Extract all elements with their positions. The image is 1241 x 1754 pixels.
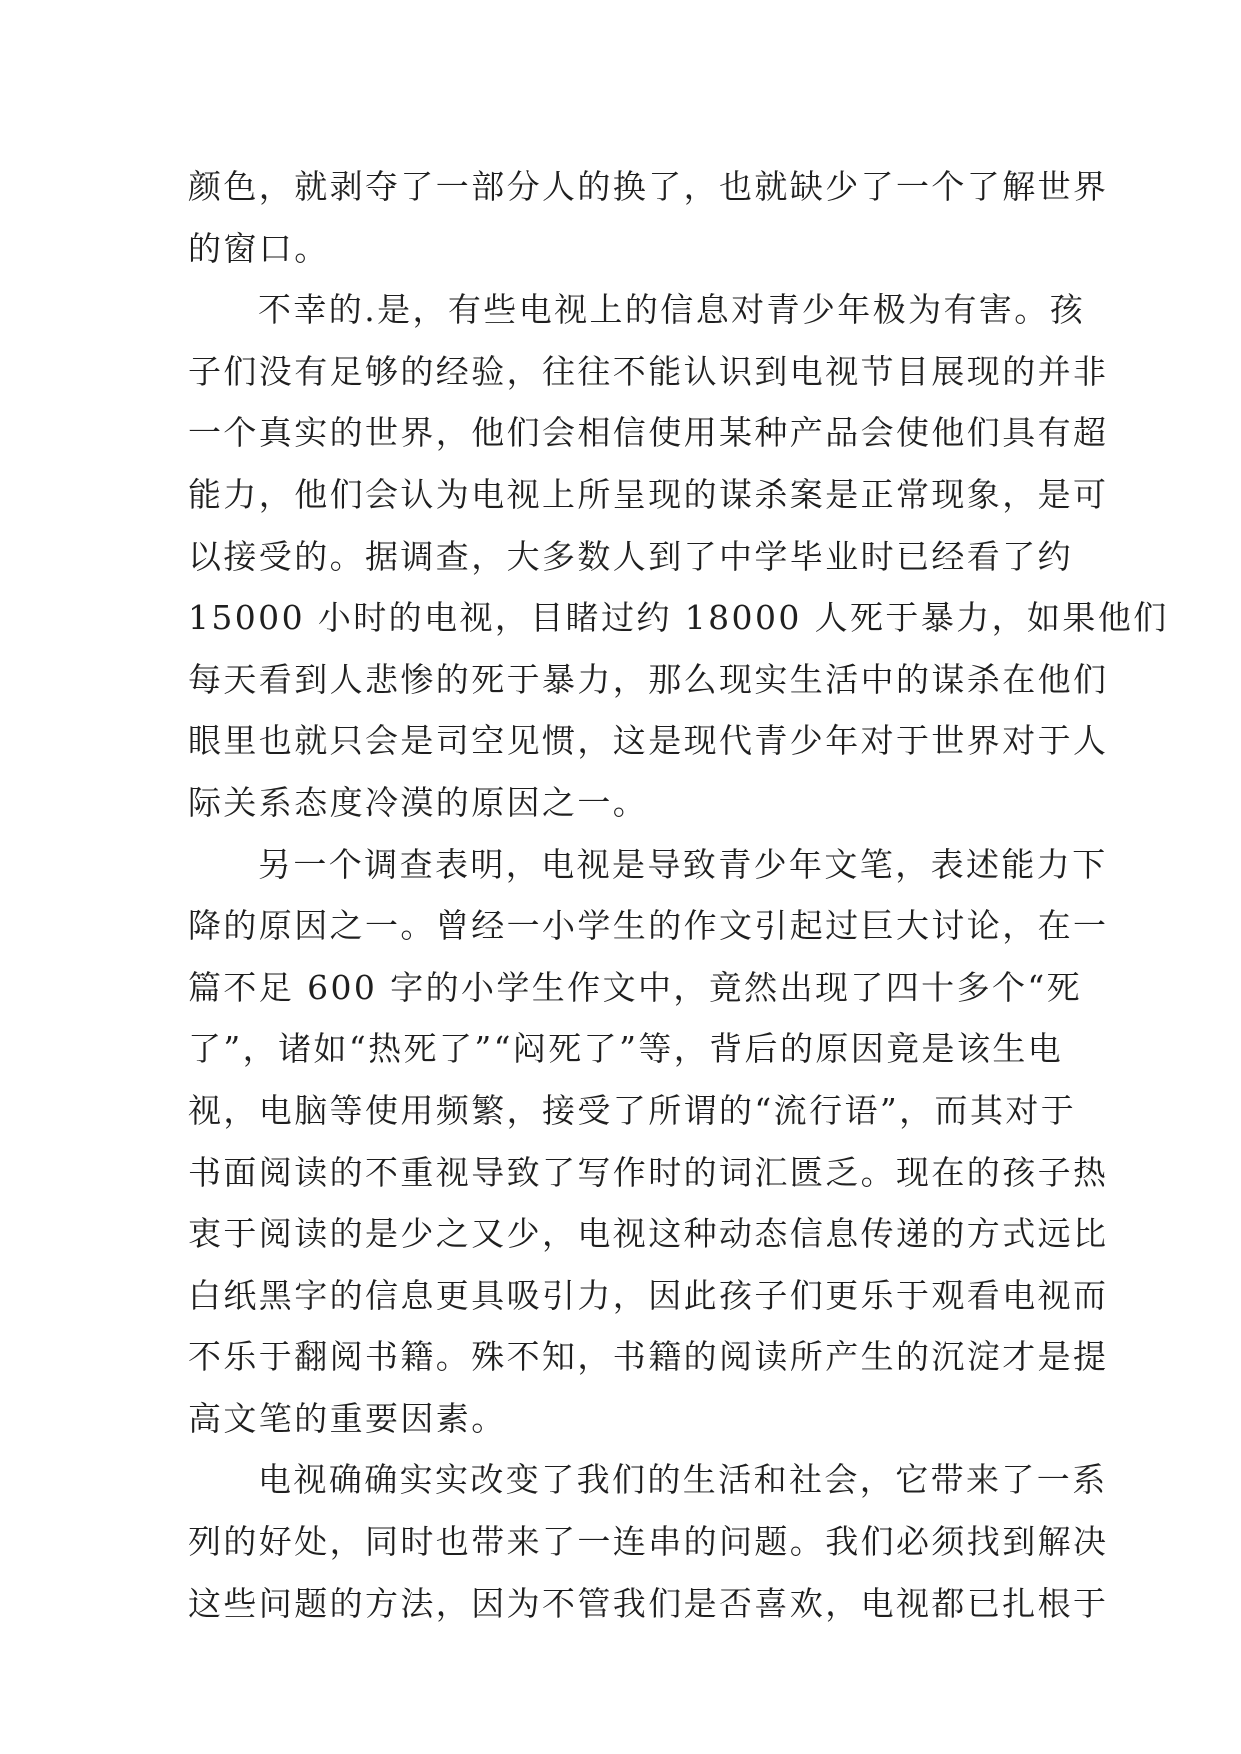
text-line: 列的好处，同时也带来了一连串的问题。我们必须找到解决 xyxy=(188,1522,1109,1562)
paragraph-4 xyxy=(188,1449,1109,1634)
text-line: 的窗口。 xyxy=(188,228,330,268)
text-line: 书面阅读的不重视导致了写作时的词汇匮乏。现在的孩子热 xyxy=(188,1152,1109,1192)
text-line: 不乐于翻阅书籍。殊不知，书籍的阅读所产生的沉淀才是提 xyxy=(188,1337,1109,1377)
text-line: 每天看到人悲惨的死于暴力，那么现实生活中的谋杀在他们 xyxy=(188,659,1109,699)
text-line: 以接受的。据调查，大多数人到了中学毕业时已经看了约 xyxy=(188,536,1073,576)
text-line: 降的原因之一。曾经一小学生的作文引起过巨大讨论，在一 xyxy=(188,906,1109,946)
text-line: 视，电脑等使用频繁，接受了所谓的“流行语”，而其对于 xyxy=(188,1090,1077,1130)
document-body xyxy=(188,156,1169,1634)
text-line: 能力，他们会认为电视上所呈现的谋杀案是正常现象，是可 xyxy=(188,474,1109,514)
paragraph-3 xyxy=(188,834,1109,1450)
text-line: 不幸的.是，有些电视上的信息对青少年极为有害。孩 xyxy=(258,290,1086,330)
text-line: 白纸黑字的信息更具吸引力，因此孩子们更乐于观看电视而 xyxy=(188,1275,1109,1315)
paragraph-2 xyxy=(188,279,1169,833)
text-line: 另一个调查表明，电视是导致青少年文笔，表述能力下 xyxy=(258,844,1108,884)
text-line: 颜色，就剥夺了一部分人的换了，也就缺少了一个了解世界 xyxy=(188,167,1109,206)
text-line: 际关系态度冷漠的原因之一。 xyxy=(188,782,649,822)
text-line: 篇不足 600 字的小学生作文中，竟然出现了四十多个“死 xyxy=(188,967,1083,1007)
text-line: 一个真实的世界，他们会相信使用某种产品会使他们具有超 xyxy=(188,413,1109,453)
text-line: 眼里也就只会是司空见惯，这是现代青少年对于世界对于人 xyxy=(188,721,1109,761)
paragraph-1 xyxy=(188,156,1109,279)
text-line: 高文笔的重要因素。 xyxy=(188,1398,507,1438)
text-line: 衷于阅读的是少之又少，电视这种动态信息传递的方式远比 xyxy=(188,1214,1109,1254)
text-line: 这些问题的方法，因为不管我们是否喜欢，电视都已扎根于 xyxy=(188,1583,1109,1623)
text-line: 电视确确实实改变了我们的生活和社会，它带来了一系 xyxy=(258,1460,1108,1500)
text-line: 子们没有足够的经验，往往不能认识到电视节目展现的并非 xyxy=(188,351,1109,391)
text-line: 15000 小时的电视，目睹过约 18000 人死于暴力，如果他们 xyxy=(188,598,1169,638)
text-line: 了”，诸如“热死了”“闷死了”等，背后的原因竟是该生电 xyxy=(188,1029,1064,1069)
